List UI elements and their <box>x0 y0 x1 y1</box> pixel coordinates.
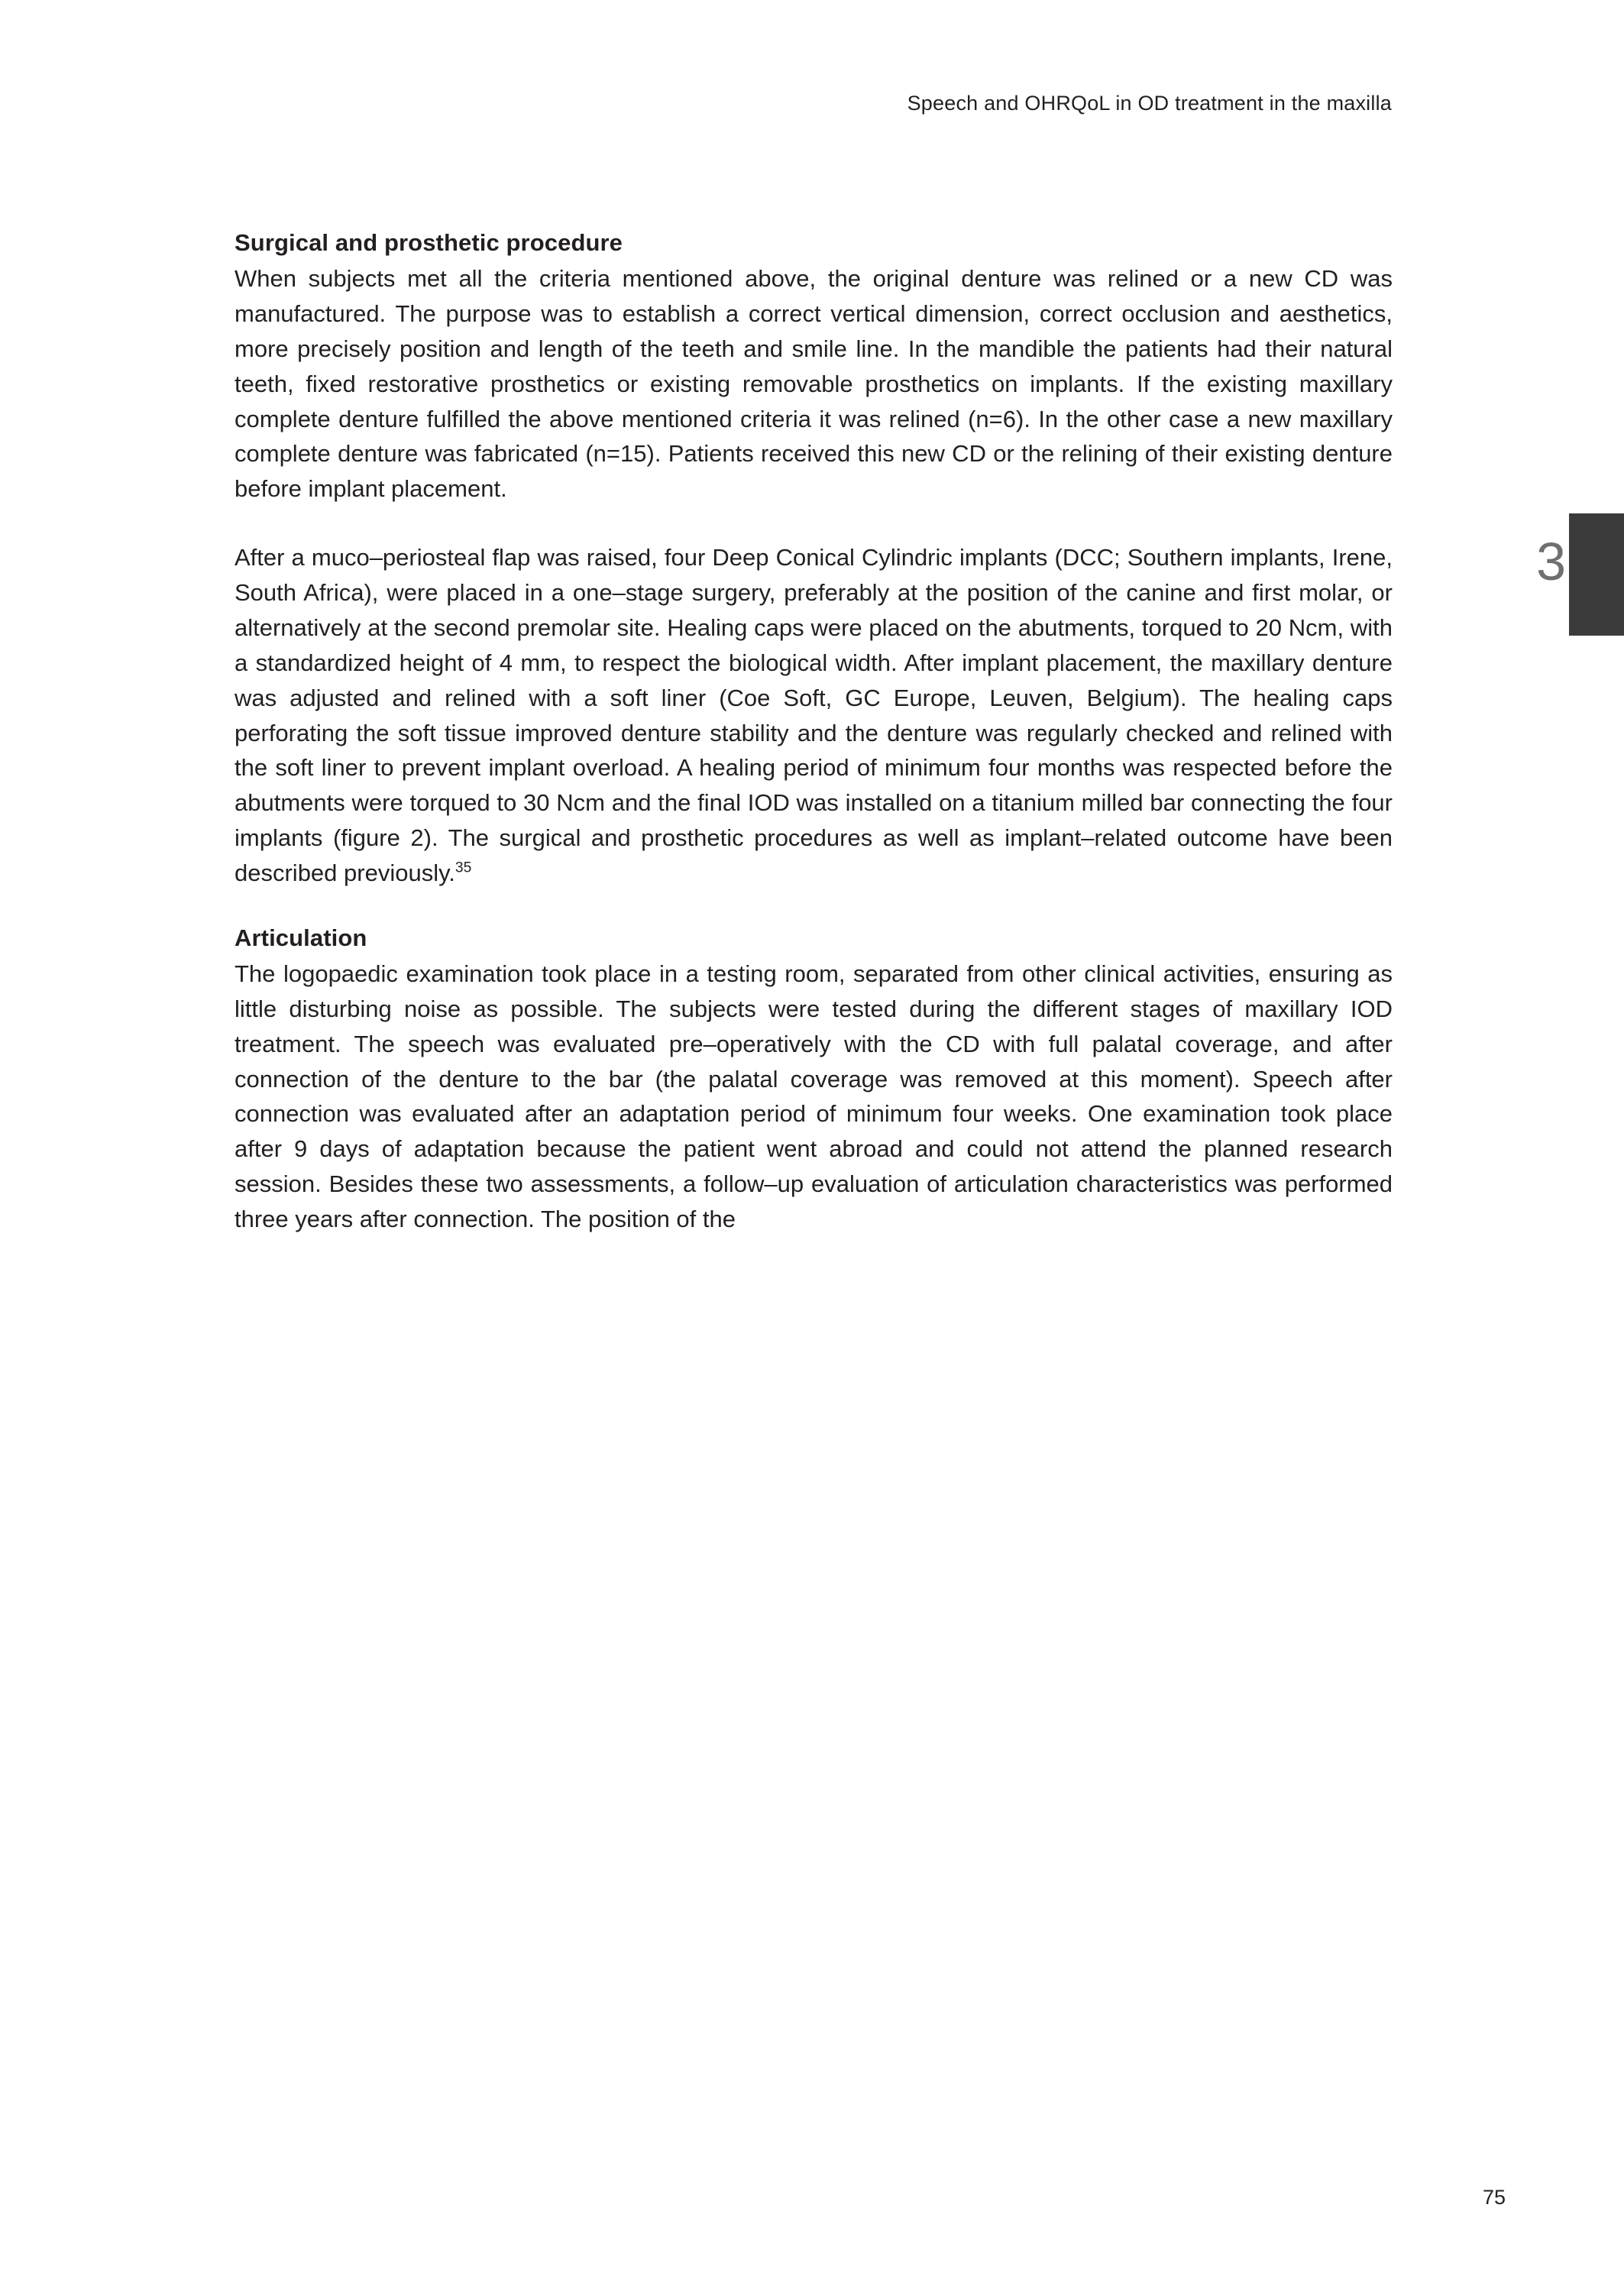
chapter-tab-marker <box>1569 513 1624 636</box>
paragraph-spacer <box>235 507 1393 540</box>
page-number: 75 <box>1482 2186 1506 2209</box>
running-head: Speech and OHRQoL in OD treatment in the maxilla <box>907 92 1392 115</box>
section-spacer <box>235 891 1393 924</box>
page-content <box>235 229 1393 1237</box>
paragraph-surgical-2-text: After a muco–periosteal flap was raised, four Deep Conical Cylindric implants (DCC; Southern implants, Irene, South Africa), were placed in a one–stage surgery, preferably at the position of the canine and first molar, or alternatively at the second premolar site. Healing caps were placed on the abutments, torqued to 20 Ncm, with a standardized height of 4 mm, to respect the biological width. After implant placement, the maxillary denture was adjusted and relined with a soft liner (Coe Soft, GC Europe, Leuven, Belgium). The healing caps perforating the soft tissue improved denture stability and the denture was regularly checked and relined with the soft liner to prevent implant overload. A healing period of minimum four months was respected before the abutments were torqued to 30 Ncm and the final IOD was installed on a titanium milled bar connecting the four implants (figure 2). The surgical and prosthetic procedures as well as implant–related outcome have been described previously. <box>235 544 1393 886</box>
paragraph-articulation-1: The logopaedic examination took place in a testing room, separated from other clinical activities, ensuring as little disturbing noise as possible. The subjects were tested during the different stages of maxillary IOD treatment. The speech was evaluated pre–operatively with the CD with full palatal coverage, and after connection of the denture to the bar (the palatal coverage was removed at this moment). Speech after connection was evaluated after an adaptation period of minimum four weeks. One examination took place after 9 days of adaptation because the patient went abroad and could not attend the planned research session. Besides these two assessments, a follow–up evaluation of articulation characteristics was performed three years after connection. The position of the <box>235 960 1393 1232</box>
section-heading-articulation: Articulation <box>235 924 367 951</box>
citation-reference-35: 35 <box>455 860 472 876</box>
section-heading-surgical: Surgical and prosthetic procedure <box>235 229 623 256</box>
chapter-number: 3 <box>1536 532 1566 591</box>
paragraph-surgical-1: When subjects met all the criteria mentioned above, the original denture was relined or a new CD was manufactured. The purpose was to establish a correct vertical dimension, correct occlusion and aesthetics, more precisely position and length of the teeth and smile line. In the mandible the patients had their natural teeth, fixed restorative prosthetics or existing removable prosthetics on implants. If the existing maxillary complete denture fulfilled the above mentioned criteria it was relined (n=6). In the other case a new maxillary complete denture was fabricated (n=15). Patients received this new CD or the relining of their existing denture before implant placement. <box>235 265 1393 503</box>
paragraph-surgical-2 <box>235 540 1393 891</box>
